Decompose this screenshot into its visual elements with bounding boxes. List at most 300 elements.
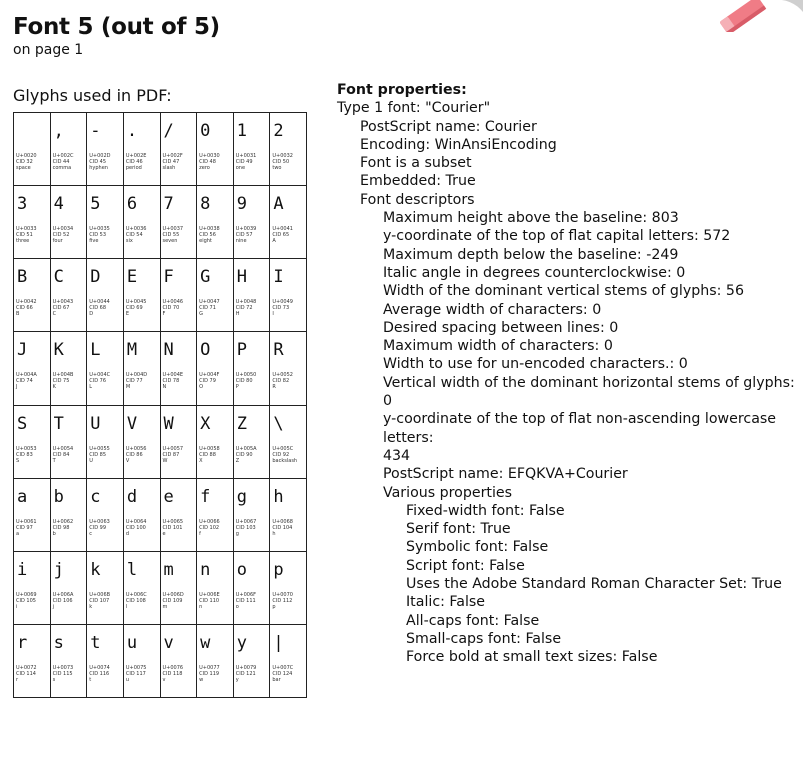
glyph-cell <box>124 186 161 259</box>
glyph-info <box>53 226 74 244</box>
glyph-cid: CID 115 <box>52 670 73 677</box>
subset-flag: Font is a subset <box>360 155 472 172</box>
glyph-name: backslash <box>272 457 298 464</box>
glyph-code: U+0069 <box>16 591 37 598</box>
glyph-info <box>89 372 110 390</box>
glyph-cell <box>87 259 124 332</box>
glyph-name: h <box>272 530 276 537</box>
glyph-cid: CID 87 <box>162 451 180 458</box>
glyph-name: O <box>199 384 204 391</box>
glyph-name: C <box>52 311 57 318</box>
glyph-info <box>199 592 220 610</box>
glyph-char: R <box>273 340 284 361</box>
glyph-cid: CID 92 <box>272 451 290 458</box>
glyph-code: U+0031 <box>235 153 257 159</box>
glyph-name: eight <box>199 238 212 245</box>
properties-heading: Font properties: <box>337 82 467 98</box>
glyph-char: C <box>53 267 64 288</box>
glyph-cell <box>14 406 51 479</box>
glyph-code: U+0055 <box>89 445 110 452</box>
glyph-char: / <box>163 121 174 141</box>
glyph-info <box>199 153 220 171</box>
glyph-name: y <box>235 676 239 683</box>
glyph-char: F <box>163 267 174 288</box>
glyph-cell <box>234 625 271 698</box>
glyph-char: 5 <box>90 194 101 215</box>
glyph-code: U+0054 <box>52 445 74 452</box>
glyph-code: U+0068 <box>272 518 293 525</box>
glyph-name: N <box>162 384 167 391</box>
glyph-name: five <box>89 238 99 245</box>
eraser-icon <box>712 0 803 32</box>
glyph-char: l <box>126 559 138 580</box>
glyph-cell <box>87 186 124 259</box>
glyph-cid: CID 86 <box>125 451 143 458</box>
glyph-cid: CID 111 <box>235 597 256 604</box>
descriptor-item: PostScript name: EFQKVA+Courier <box>383 466 628 483</box>
glyph-info <box>163 226 184 244</box>
glyph-name: nine <box>235 238 247 245</box>
glyph-info <box>126 226 147 244</box>
glyph-info <box>236 226 257 244</box>
glyph-char: P <box>236 340 247 361</box>
glyph-cell <box>270 113 307 186</box>
glyph-info <box>89 665 110 683</box>
glyph-code: U+0061 <box>16 518 37 525</box>
various-property-item: All-caps font: False <box>406 612 540 629</box>
glyph-char: i <box>17 559 28 580</box>
glyph-info <box>126 446 147 464</box>
glyph-char: r <box>17 632 28 653</box>
glyph-name: A <box>272 238 276 245</box>
glyph-code: U+0038 <box>199 226 220 233</box>
glyph-cid: CID 47 <box>162 159 180 165</box>
glyph-cid: CID 108 <box>125 597 146 604</box>
glyph-name: two <box>272 165 282 171</box>
glyph-name: w <box>199 676 204 683</box>
glyph-code: U+0073 <box>52 664 74 671</box>
various-property-item: Italic: False <box>406 594 486 611</box>
postscript-name: PostScript name: Courier <box>360 118 537 135</box>
glyph-char: 9 <box>236 194 247 215</box>
glyph-name: P <box>235 384 239 391</box>
glyph-cell <box>51 113 88 186</box>
glyph-info <box>163 592 184 610</box>
glyph-name: K <box>52 384 56 391</box>
glyph-code: U+004D <box>125 372 148 379</box>
glyph-info <box>16 446 37 464</box>
glyph-cell <box>197 259 234 332</box>
glyph-cell <box>161 332 198 405</box>
glyph-name: I <box>272 311 274 318</box>
descriptor-item: Maximum depth below the baseline: -249 <box>383 246 679 263</box>
glyph-code: U+005A <box>235 445 257 452</box>
glyph-code: U+004B <box>52 372 74 379</box>
glyph-code: U+0049 <box>272 299 293 306</box>
glyph-info <box>53 446 74 464</box>
glyph-info <box>53 372 74 390</box>
glyph-info <box>89 592 110 610</box>
glyph-info <box>89 446 110 464</box>
glyph-code: U+0052 <box>272 372 293 379</box>
glyph-cid: CID 73 <box>272 305 290 312</box>
glyph-cid: CID 71 <box>199 305 216 312</box>
glyph-code: U+0033 <box>16 226 37 233</box>
glyph-code: U+0067 <box>235 518 257 525</box>
glyph-code: U+0053 <box>16 445 37 452</box>
glyph-char: S <box>17 413 28 434</box>
glyph-code: U+006A <box>52 591 74 598</box>
glyph-char: B <box>17 267 28 288</box>
glyph-cell <box>234 186 271 259</box>
glyph-cid: CID 78 <box>162 378 180 385</box>
glyph-char: d <box>126 486 138 507</box>
glyph-info <box>236 665 257 683</box>
glyph-cell <box>197 625 234 698</box>
glyph-cid: CID 54 <box>125 232 143 239</box>
glyph-cell <box>161 406 198 479</box>
glyph-name: U <box>89 457 93 464</box>
glyph-cell <box>161 113 198 186</box>
descriptor-item: Vertical width of the dominant horizontal stems of glyphs: 0 <box>383 374 795 410</box>
glyph-char: A <box>273 194 284 215</box>
glyph-info <box>126 665 147 683</box>
glyph-code: U+0047 <box>199 299 220 306</box>
glyph-name: i <box>16 603 18 610</box>
glyph-info <box>126 299 147 317</box>
glyph-char: 6 <box>126 194 138 215</box>
glyph-cell <box>161 625 198 698</box>
glyph-cell <box>87 479 124 552</box>
glyph-cid: CID 57 <box>235 232 253 239</box>
glyph-char: 7 <box>163 194 174 215</box>
glyph-cell <box>51 552 88 625</box>
glyph-info <box>126 372 147 390</box>
glyph-info <box>199 299 220 317</box>
glyph-cid: CID 100 <box>125 524 146 531</box>
glyph-code: U+0044 <box>89 299 110 306</box>
glyph-cell <box>87 552 124 625</box>
descriptor-item: Maximum width of characters: 0 <box>383 338 613 355</box>
glyph-code: U+0062 <box>52 518 74 525</box>
glyph-cell <box>234 332 271 405</box>
glyph-cell <box>197 332 234 405</box>
glyph-cid: CID 118 <box>162 670 183 677</box>
glyph-info <box>53 153 74 171</box>
glyph-code: U+004F <box>199 372 220 379</box>
glyph-name: D <box>89 311 94 318</box>
glyph-code: U+0076 <box>162 664 184 671</box>
glyph-cid: CID 53 <box>89 232 107 239</box>
glyph-name: u <box>125 676 130 683</box>
descriptors-list <box>337 209 797 483</box>
glyph-cid: CID 114 <box>16 670 36 677</box>
glyph-cell <box>14 113 51 186</box>
glyph-name: R <box>272 384 276 391</box>
glyph-char: n <box>200 559 211 580</box>
glyph-cell <box>14 332 51 405</box>
glyph-code: U+002D <box>89 153 111 159</box>
glyph-cid: CID 69 <box>125 305 143 312</box>
glyph-name: l <box>125 603 128 610</box>
glyph-cell <box>124 113 161 186</box>
glyph-cid: CID 84 <box>52 451 70 458</box>
glyph-info <box>53 592 74 610</box>
glyph-char: V <box>126 413 138 434</box>
glyph-name: o <box>235 603 239 610</box>
glyph-char: y <box>236 632 247 653</box>
glyph-cell <box>270 332 307 405</box>
glyph-cell <box>14 552 51 625</box>
glyph-char: | <box>273 632 284 653</box>
glyph-name: X <box>199 457 203 464</box>
glyph-cell <box>197 186 234 259</box>
glyph-cid: CID 65 <box>272 232 290 239</box>
glyph-cid: CID 52 <box>52 232 70 239</box>
glyph-info <box>199 665 220 683</box>
glyph-name: W <box>162 457 168 464</box>
glyph-code: U+004E <box>162 372 184 379</box>
glyph-char: 3 <box>17 194 28 215</box>
glyph-cid: CID 50 <box>272 159 290 165</box>
glyph-code: U+0035 <box>89 226 110 233</box>
glyph-cell <box>51 625 88 698</box>
glyph-name: a <box>16 530 20 537</box>
glyph-char: U <box>90 413 101 434</box>
glyph-char: . <box>126 121 138 141</box>
glyph-cell <box>124 332 161 405</box>
glyph-info <box>272 226 293 244</box>
glyph-cid: CID 44 <box>52 159 70 165</box>
glyph-char: , <box>53 121 64 141</box>
glyph-cid: CID 75 <box>52 378 70 385</box>
glyph-char: T <box>53 413 64 434</box>
glyph-cell <box>234 479 271 552</box>
glyph-code: U+002C <box>52 153 74 159</box>
glyph-char: p <box>273 559 284 580</box>
glyph-cell <box>234 259 271 332</box>
descriptor-item: Desired spacing between lines: 0 <box>383 319 619 336</box>
glyph-info <box>236 592 256 610</box>
glyph-cid: CID 55 <box>162 232 180 239</box>
glyph-name: J <box>16 384 18 391</box>
glyph-char: K <box>53 340 64 361</box>
glyph-name: S <box>16 457 20 464</box>
various-property-item: Serif font: True <box>406 521 511 538</box>
page-title: Font 5 (out of 5) <box>13 14 220 40</box>
glyph-code: U+006F <box>235 591 257 598</box>
glyph-cell <box>234 552 271 625</box>
glyph-info <box>126 519 147 537</box>
glyph-info <box>272 446 297 464</box>
glyph-name: d <box>125 530 130 537</box>
glyph-cid: CID 121 <box>235 670 256 677</box>
glyph-cid: CID 48 <box>199 159 216 165</box>
glyph-cid: CID 49 <box>235 159 253 165</box>
glyph-char: 4 <box>53 194 64 215</box>
glyph-name: B <box>16 311 20 318</box>
descriptor-item: Average width of characters: 0 <box>383 301 602 318</box>
glyph-info <box>163 372 184 390</box>
glyph-cid: CID 116 <box>89 670 110 677</box>
glyph-char: k <box>90 559 101 580</box>
glyph-info <box>163 299 184 317</box>
glyph-cid: CID 109 <box>162 597 183 604</box>
glyph-name: hyphen <box>89 165 108 171</box>
glyph-cell <box>51 479 88 552</box>
glyph-char: G <box>200 267 211 288</box>
font-type: Type 1 font: "Courier" <box>337 100 491 117</box>
glyph-cid: CID 68 <box>89 305 107 312</box>
glyph-char: o <box>236 559 247 580</box>
glyph-cell <box>51 186 88 259</box>
various-property-item: Force bold at small text sizes: False <box>406 649 658 666</box>
glyph-cid: CID 98 <box>52 524 70 531</box>
glyph-cell <box>234 406 271 479</box>
glyph-info <box>126 592 147 610</box>
glyph-cell <box>51 332 88 405</box>
glyph-info <box>199 226 220 244</box>
font-properties <box>337 81 797 667</box>
glyph-name: F <box>162 311 166 318</box>
glyph-code: U+0075 <box>125 664 147 671</box>
glyph-name: E <box>125 311 130 318</box>
glyph-cid: CID 119 <box>199 670 220 677</box>
glyph-cid: CID 72 <box>235 305 253 312</box>
glyph-cell <box>124 406 161 479</box>
glyph-name: slash <box>162 165 176 171</box>
glyph-cell <box>87 332 124 405</box>
glyph-char: Z <box>236 413 247 434</box>
descriptor-item: Width to use for un-encoded characters.: 0 <box>383 356 688 373</box>
glyph-char: O <box>200 340 211 361</box>
various-property-item: Small-caps font: False <box>406 630 562 647</box>
glyph-info <box>53 299 74 317</box>
glyph-name: space <box>16 165 31 171</box>
glyph-info <box>236 153 257 171</box>
glyph-cell <box>14 625 51 698</box>
glyph-cell <box>124 552 161 625</box>
glyph-code: U+0063 <box>89 518 110 525</box>
glyph-cell <box>270 552 307 625</box>
glyph-code: U+0077 <box>199 664 220 671</box>
glyph-info <box>199 446 220 464</box>
glyph-cell <box>270 625 307 698</box>
glyph-name: Z <box>235 457 240 464</box>
glyph-name: one <box>235 165 246 171</box>
glyph-cell <box>87 406 124 479</box>
glyph-info <box>16 153 37 171</box>
glyph-cid: CID 106 <box>52 597 73 604</box>
glyph-name: b <box>52 530 56 537</box>
glyph-char: f <box>200 486 211 507</box>
glyph-info <box>163 446 184 464</box>
glyph-cell <box>51 259 88 332</box>
glyph-cid: CID 104 <box>272 524 293 531</box>
glyph-char: J <box>17 340 28 361</box>
glyph-cid: CID 88 <box>199 451 216 458</box>
glyph-cell <box>270 259 307 332</box>
glyph-char: L <box>90 340 101 361</box>
glyph-cid: CID 117 <box>125 670 146 677</box>
glyph-name: period <box>125 165 142 171</box>
glyph-char: a <box>17 486 28 507</box>
glyph-name: three <box>16 238 30 245</box>
glyph-cell <box>124 625 161 698</box>
glyph-code: U+0066 <box>199 518 220 525</box>
glyph-cell <box>14 479 51 552</box>
glyph-info <box>89 153 110 171</box>
glyph-name: r <box>16 676 19 683</box>
glyph-code: U+0072 <box>16 664 37 671</box>
glyph-code: U+002E <box>125 153 147 159</box>
glyph-info <box>272 592 293 610</box>
glyph-code: U+0074 <box>89 664 110 671</box>
glyph-cid: CID 105 <box>16 597 36 604</box>
glyphs-heading: Glyphs used in PDF: <box>13 86 172 105</box>
glyph-char: 8 <box>200 194 211 215</box>
glyph-info <box>53 519 74 537</box>
glyph-char: 2 <box>273 121 284 141</box>
glyph-cell <box>197 406 234 479</box>
glyph-info <box>199 519 220 537</box>
glyph-code: U+0050 <box>235 372 257 379</box>
glyph-info <box>53 665 74 683</box>
glyph-cell <box>197 113 234 186</box>
glyph-cid: CID 77 <box>125 378 143 385</box>
glyph-cell <box>87 113 124 186</box>
glyph-code: U+0042 <box>16 299 37 306</box>
glyph-code: U+004C <box>89 372 111 379</box>
glyph-name: t <box>89 676 92 683</box>
glyph-code: U+0079 <box>235 664 257 671</box>
glyph-info <box>16 665 37 683</box>
embedded-flag: Embedded: True <box>360 173 476 190</box>
glyph-cid: CID 97 <box>16 524 33 531</box>
glyph-name: four <box>52 238 63 245</box>
glyph-cid: CID 83 <box>16 451 33 458</box>
glyph-name: M <box>125 384 131 391</box>
glyph-info <box>16 372 37 390</box>
descriptors-heading: Font descriptors <box>360 191 475 208</box>
glyph-cid: CID 51 <box>16 232 33 239</box>
glyph-code: U+0041 <box>272 226 293 233</box>
glyph-code: U+0056 <box>125 445 147 452</box>
glyph-code: U+0058 <box>199 445 220 452</box>
glyph-info <box>89 299 110 317</box>
glyph-code: U+0048 <box>235 299 257 306</box>
glyph-info <box>163 519 184 537</box>
glyph-cell <box>14 259 51 332</box>
glyph-cell <box>124 479 161 552</box>
glyph-info <box>163 153 183 171</box>
glyph-cell <box>270 479 307 552</box>
glyph-code: U+006B <box>89 591 111 598</box>
glyph-cid: CID 82 <box>272 378 290 385</box>
glyph-table <box>13 112 307 698</box>
glyph-cell <box>161 259 198 332</box>
glyph-name: c <box>89 530 92 537</box>
glyph-code: U+006C <box>125 591 147 598</box>
descriptor-item: y-coordinate of the top of flat non-ascending lowercase letters: <box>383 411 777 446</box>
glyph-cell <box>161 479 198 552</box>
glyph-cid: CID 32 <box>16 159 33 165</box>
glyph-char: X <box>200 413 211 434</box>
glyph-name: p <box>272 603 276 610</box>
glyph-code: U+0034 <box>52 226 74 233</box>
glyph-cid: CID 99 <box>89 524 107 531</box>
glyph-info <box>236 519 257 537</box>
